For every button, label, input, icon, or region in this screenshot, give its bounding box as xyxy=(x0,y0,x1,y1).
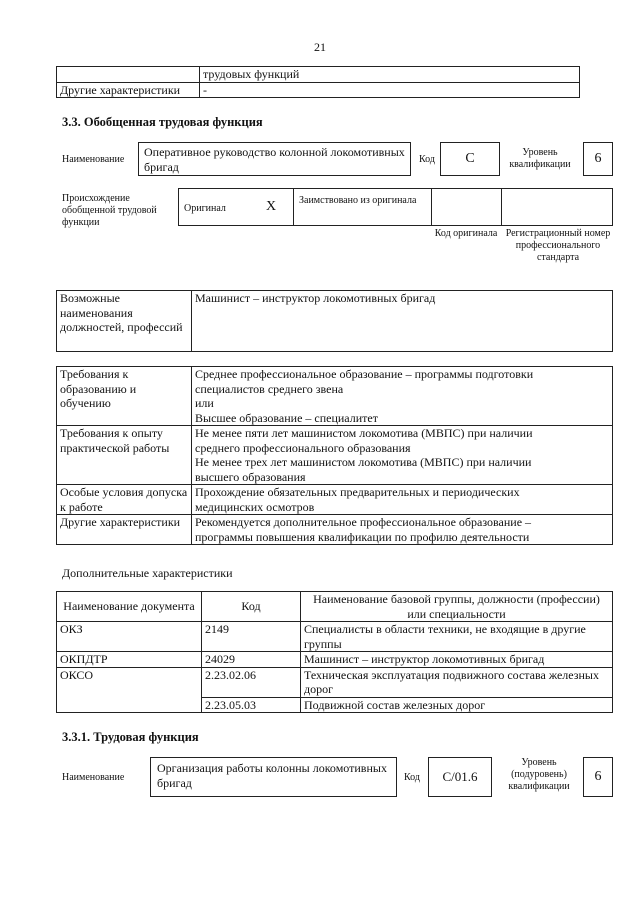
positions-value: Машинист – инструктор локомотивных бригад xyxy=(192,291,613,352)
table-header-row xyxy=(57,592,613,622)
code-value-331: С/01.6 xyxy=(442,769,478,784)
original-label: Оригинал xyxy=(184,203,226,214)
requirements-table xyxy=(56,366,613,545)
cell-value: трудовых функций xyxy=(200,67,580,83)
header-name: Наименование базовой группы, должности (профессии) или специальности xyxy=(301,592,613,622)
code-value: С xyxy=(465,151,475,166)
additional-table xyxy=(56,591,613,713)
additional-caption: Дополнительные характеристики xyxy=(62,566,233,580)
positions-table xyxy=(56,290,613,352)
subsection-heading: 3.3.1. Трудовая функция xyxy=(62,730,199,744)
original-mark: X xyxy=(266,199,277,214)
table-row: Особые условия допуска к работе Прохождение обязательных предварительных и периодических медицинских осмотров xyxy=(57,485,613,515)
reg-number-caption: Регистрационный номер профессионального стандарта xyxy=(505,228,611,263)
origin-label: Происхождение обобщенной трудовой функции xyxy=(62,193,157,228)
positions-label: Возможные наименования должностей, профессий xyxy=(57,291,192,352)
table-row: ОКСО 2.23.02.06 Техническая эксплуатация подвижного состава железных дорог xyxy=(57,667,613,697)
cell-value: - xyxy=(200,82,580,98)
origin-table xyxy=(178,188,613,226)
header-document: Наименование документа xyxy=(57,592,202,622)
requirement-label: Требования к образованию и обучению xyxy=(57,367,192,426)
level-label: Уровень квалификации xyxy=(509,147,571,170)
code-label: Код xyxy=(419,154,435,165)
function-name-box-331 xyxy=(150,757,397,797)
borrowed-label: Заимствовано из оригинала xyxy=(299,195,417,206)
function-name-value: Оперативное руководство колонной локомотивных бригад xyxy=(144,145,405,174)
table-row: ОКПДТР 24029 Машинист – инструктор локомотивных бригад xyxy=(57,652,613,668)
top-continuation-table xyxy=(56,66,580,98)
section-heading: 3.3. Обобщенная трудовая функция xyxy=(62,115,263,129)
level-box-331 xyxy=(583,757,613,797)
level-box xyxy=(583,142,613,176)
name-label-331: Наименование xyxy=(62,772,125,783)
code-box-331 xyxy=(428,757,492,797)
table-row: Требования к образованию и обучению Среднее профессиональное образование – программы подготовки специалистов среднего звена или Высшее образование – специалитет xyxy=(57,367,613,426)
table-row: Другие характеристики Рекомендуется дополнительное профессиональное образование – программы повышения квалификации по профилю деятельности xyxy=(57,515,613,545)
level-label-331: Уровень (подуровень) квалификации xyxy=(508,757,570,792)
table-row xyxy=(57,67,580,83)
table-row: 2.23.05.03 Подвижной состав железных дорог xyxy=(57,697,613,713)
requirement-label: Требования к опыту практической работы xyxy=(57,426,192,485)
table-row xyxy=(57,82,580,98)
function-name-box xyxy=(138,142,411,176)
requirement-label: Особые условия допуска к работе xyxy=(57,485,192,515)
code-box xyxy=(440,142,500,176)
table-row xyxy=(57,291,613,352)
header-code: Код xyxy=(202,592,301,622)
level-value: 6 xyxy=(594,151,602,166)
code-label-331: Код xyxy=(404,772,420,783)
table-row: ОКЗ 2149 Специалисты в области техники, не входящие в другие группы xyxy=(57,622,613,652)
page-number: 21 xyxy=(314,40,326,54)
level-value-331: 6 xyxy=(594,769,602,784)
code-original-caption: Код оригинала xyxy=(434,228,498,239)
name-label: Наименование xyxy=(62,154,125,165)
function-name-value-331: Организация работы колонны локомотивных бригад xyxy=(157,761,387,790)
requirement-label: Другие характеристики xyxy=(57,515,192,545)
table-row: Требования к опыту практической работы Не менее пяти лет машинистом локомотива (МВПС) при наличии среднего профессионального образования Не менее трех лет машинистом локомотива (МВПС) при наличии высшего образования xyxy=(57,426,613,485)
cell-label: Другие характеристики xyxy=(57,82,200,98)
